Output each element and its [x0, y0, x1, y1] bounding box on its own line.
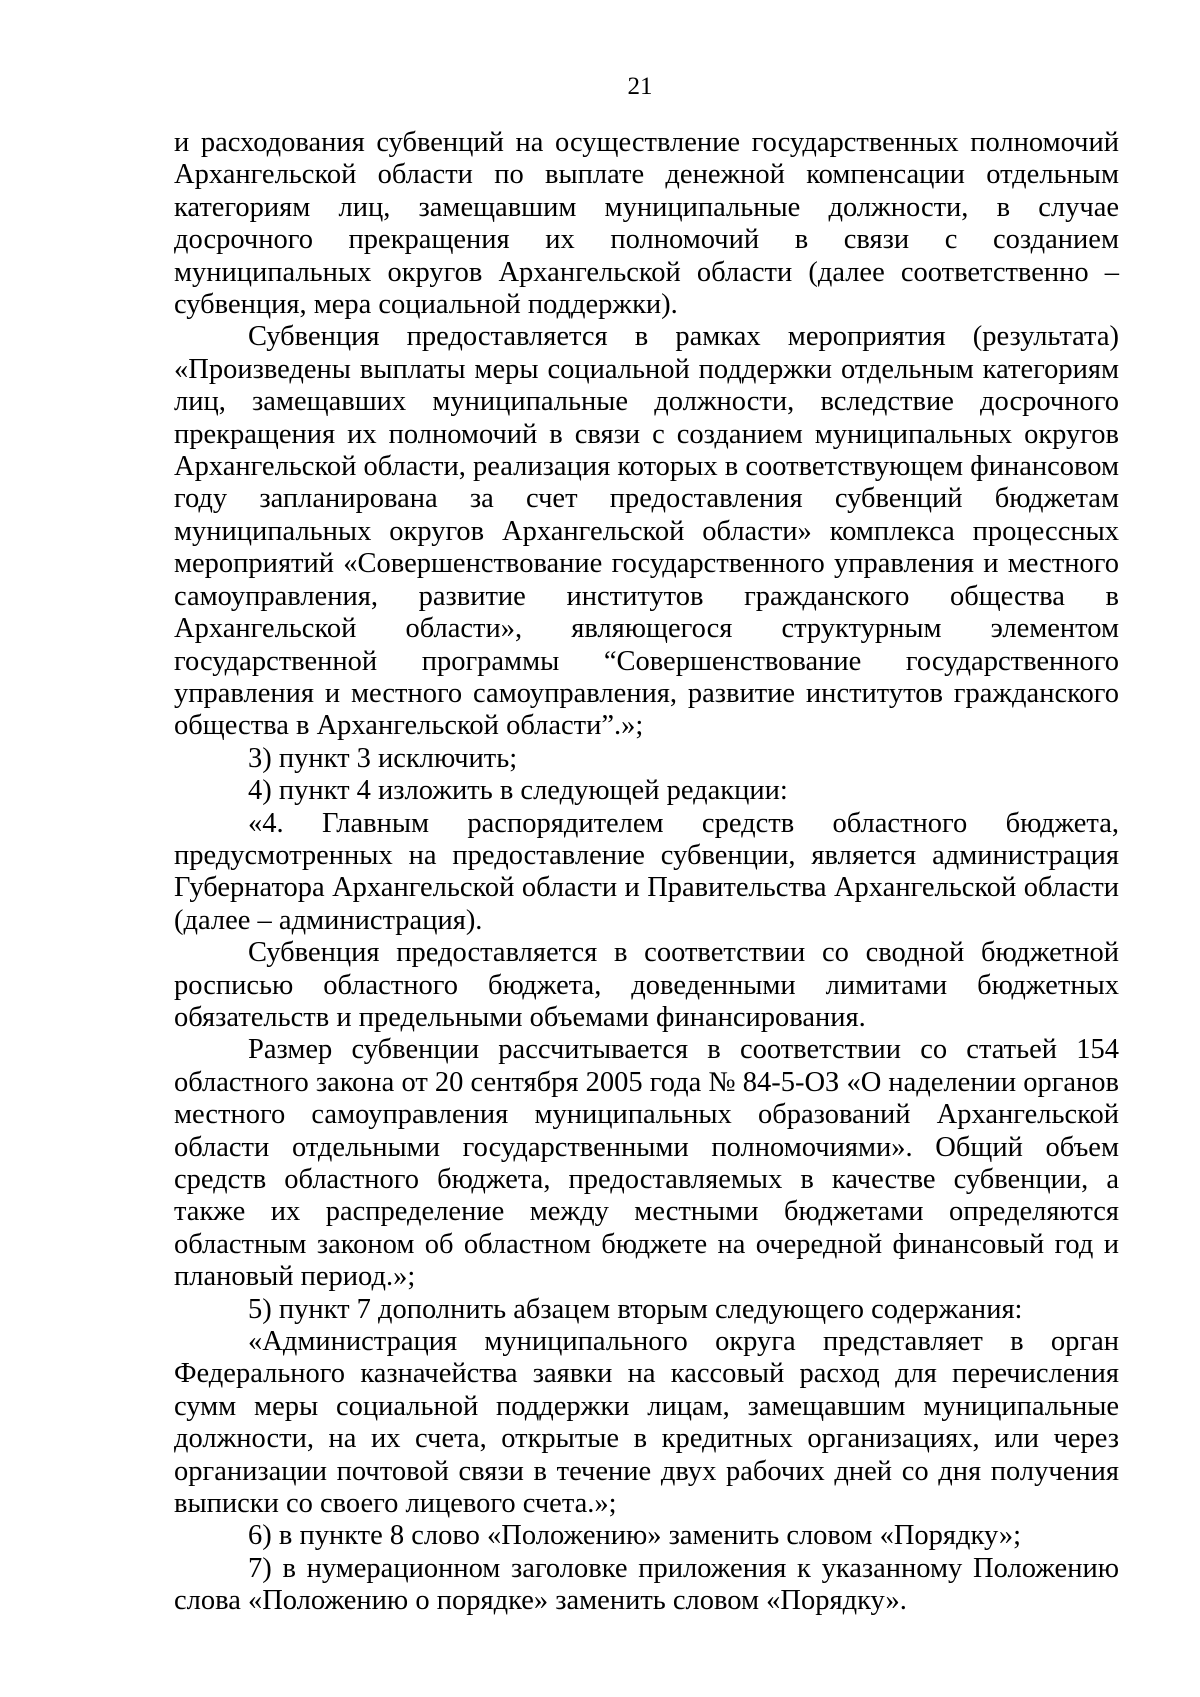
paragraph-item-6: 6) в пункте 8 слово «Положению» заменить словом «Порядку»;: [248, 1520, 1022, 1552]
paragraph-item-7: 7) в нумерационном заголовке приложения к указанному Положению слова «Положению о порядке» заменить словом «Порядку».: [174, 1552, 1119, 1617]
page-number: 21: [627, 73, 653, 100]
paragraph-item-5-text: «Администрация муниципального округа представляет в орган Федерального казначейства заявки на кассовый расход для перечисления сумм меры социальной поддержки лицам, замещавшим муниципальные должности, на их счета, открытые в кредитных организациях, или через организации почтовой связи в течение двух рабочих дней со дня получения выписки со своего лицевого счета.»;: [174, 1326, 1119, 1520]
paragraph-subvention-framework: Субвенция предоставляется в рамках мероприятия (результата) «Произведены выплаты меры социальной поддержки отдельным категориям лиц, замещавших муниципальные должности, вследствие досрочного прекращения их полномочий в связи с созданием муниципальных округов Архангельской области, реализация которых в соответствующем финансовом году запланирована за счет предоставления субвенций бюджетам муниципальных округов Архангельской области» комплекса процессных мероприятий «Совершенствование государственного управления и местного самоуправления, развитие институтов гражданского общества в Архангельской области», являющегося структурным элементом государственной программы “Совершенствование государственного управления и местного самоуправления, развитие институтов гражданского общества в Архангельской области”.»;: [174, 321, 1119, 742]
paragraph-item-4: 4) пункт 4 изложить в следующей редакции:: [248, 775, 788, 807]
paragraph-subvention-size: Размер субвенции рассчитывается в соответствии со статьей 154 областного закона от 20 сентября 2005 года № 84-5-ОЗ «О наделении органов местного самоуправления муниципальных образований Архангельской области отдельными государственными полномочиями». Общий объем средств областного бюджета, предоставляемых в качестве субвенции, а также их распределение между местными бюджетами определяются областным законом об областном бюджете на очередной финансовый год и плановый период.»;: [174, 1034, 1120, 1293]
document-body: [174, 127, 1119, 1618]
paragraph-budget-schedule: Субвенция предоставляется в соответствии со сводной бюджетной росписью областного бюджета, доведенными лимитами бюджетных обязательств и предельными объемами финансирования.: [174, 937, 1119, 1033]
paragraph-continuation: и расходования субвенций на осуществление государственных полномочий Архангельской области по выплате денежной компенсации отдельным категориям лиц, замещавшим муниципальные должности, в случае досрочного прекращения их полномочий в связи с созданием муниципальных округов Архангельской области (далее соответственно – субвенция, мера социальной поддержки).: [174, 127, 1119, 321]
paragraph-item-5: 5) пункт 7 дополнить абзацем вторым следующего содержания:: [248, 1293, 1023, 1325]
paragraph-item-3: 3) пункт 3 исключить;: [248, 742, 518, 774]
paragraph-item-4-text: «4. Главным распорядителем средств областного бюджета, предусмотренных на предоставление субвенции, является администрация Губернатора Архангельской области и Правительства Архангельской области (далее – администрация).: [174, 807, 1119, 936]
